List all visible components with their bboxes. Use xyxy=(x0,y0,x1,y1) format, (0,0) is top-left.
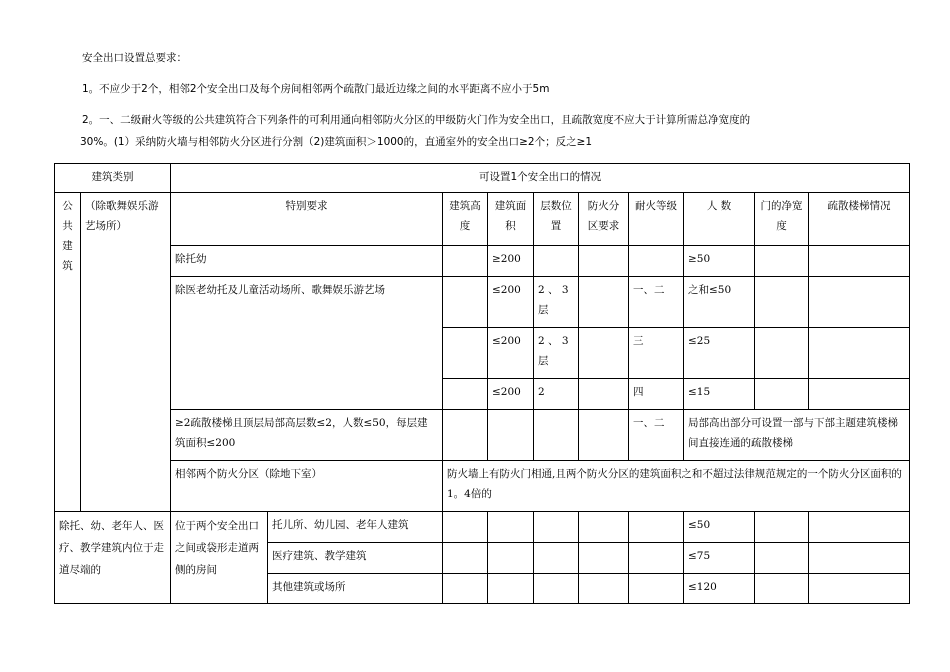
table-row xyxy=(55,461,910,512)
row-floors: 2 、 3 层 xyxy=(534,277,579,328)
subheader-floor-position: 层数位置 xyxy=(534,193,579,246)
row-special: 相邻两个防火分区（除地下室） xyxy=(171,461,443,512)
row-special: 除托幼 xyxy=(171,246,443,277)
table-row xyxy=(55,246,910,277)
building-type: 其他建筑或场所 xyxy=(268,574,443,604)
requirement-item-1: 1。不应少于2个，相邻2个安全出口及每个房间相邻两个疏散门最近边缘之间的水平距离不应小于5m xyxy=(82,83,550,95)
row-people: 之和≤50 xyxy=(684,277,755,328)
row-people: ≥50 xyxy=(684,246,755,277)
table-row xyxy=(55,410,910,461)
row-special: ≥2疏散楼梯且顶层局部高层数≤2，人数≤50，每层建筑面积≤200 xyxy=(171,410,443,461)
row-people: ≤25 xyxy=(684,328,755,379)
public-building-label: 公共建筑 xyxy=(55,193,81,512)
row-area: ≤200 xyxy=(488,277,534,328)
row-area: ≤200 xyxy=(488,328,534,379)
table-row xyxy=(55,277,910,328)
requirements-heading: 安全出口设置总要求： xyxy=(82,52,187,64)
requirement-item-2-line-2: 30%。(1）采纳防火墙与相邻防火分区进行分割（2)建筑面积＞1000的，直通室外的安全出口≥2个；反之≥1 xyxy=(80,136,593,148)
row-special: 除医老幼托及儿童活动场所、歌舞娱乐游艺场 xyxy=(171,277,443,410)
people-limit: ≤50 xyxy=(684,512,755,543)
subheader-special-requirements: 特别要求 xyxy=(171,193,443,246)
row-fire-rating: 一、二 xyxy=(629,277,684,328)
header-building-category: 建筑类别 xyxy=(55,164,171,193)
subheader-people-count: 人 数 xyxy=(684,193,755,246)
exit-requirements-table xyxy=(54,163,910,604)
row-people: ≤15 xyxy=(684,379,755,410)
row-area: ≥200 xyxy=(488,246,534,277)
requirement-item-2-line-1: 2。一、二级耐火等级的公共建筑符合下列条件的可利用通向相邻防火分区的甲级防火门作为安全出口，且疏散宽度不应大于计算所需总净宽度的 xyxy=(82,114,751,126)
header-single-exit-conditions: 可设置1个安全出口的情况 xyxy=(171,164,910,193)
table-row xyxy=(55,512,910,543)
subheader-door-width: 门的净宽度 xyxy=(755,193,809,246)
row-fire-rating: 一、二 xyxy=(629,410,684,461)
row-fire-rating: 四 xyxy=(629,379,684,410)
subheader-fire-zone: 防火分区要求 xyxy=(579,193,629,246)
subheader-building-area: 建筑面积 xyxy=(488,193,534,246)
subheader-stair-situation: 疏散楼梯情况 xyxy=(809,193,910,246)
people-limit: ≤120 xyxy=(684,574,755,604)
dead-end-room-position: 位于两个安全出口之间或袋形走道两侧的房间 xyxy=(171,512,268,604)
row-stairs-note: 局部高出部分可设置一部与下部主题建筑楼梯间直接连通的疏散楼梯 xyxy=(684,410,910,461)
row-floors: 2 、 3 层 xyxy=(534,328,579,379)
subheader-fire-rating: 耐火等级 xyxy=(629,193,684,246)
people-limit: ≤75 xyxy=(684,543,755,574)
row-floors: 2 xyxy=(534,379,579,410)
row-fire-rating: 三 xyxy=(629,328,684,379)
building-type: 托儿所、幼儿园、老年人建筑 xyxy=(268,512,443,543)
subheader-building-height: 建筑高度 xyxy=(443,193,488,246)
row-firewall-note: 防火墙上有防火门相通,且两个防火分区的建筑面积之和不超过法律规范规定的一个防火分区面积的1。4倍的 xyxy=(443,461,910,512)
row-area: ≤200 xyxy=(488,379,534,410)
building-type: 医疗建筑、教学建筑 xyxy=(268,543,443,574)
public-building-exclusion: （除歌舞娱乐游艺场所） xyxy=(81,193,171,512)
dead-end-room-label: 除托、幼、老年人、医疗、教学建筑内位于走道尽端的 xyxy=(55,512,171,604)
